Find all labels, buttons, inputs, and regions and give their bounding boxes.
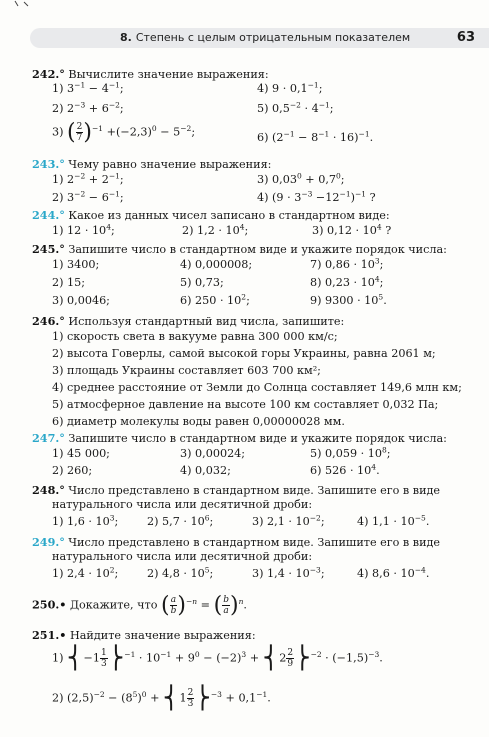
item-249-3: 3) $1,4 \cdot 10^{-3}$; — [252, 565, 325, 580]
problem-250: 250.• Докажите, что ( $\frac{a}{b}$ )$^{-n}$ = ( $\frac{b}{a}$ )$^n$. — [32, 593, 247, 618]
problem-244: 244.° Какое из данных чисел записано в стандартном виде: — [32, 208, 390, 222]
problem-245: 245.° Запишите число в стандартном виде и укажите порядок числа: — [32, 242, 447, 256]
item-242-1: 1) $3^{-1} - 4^{-1}$; — [52, 80, 124, 95]
item-248-3: 3) $2,1 \cdot 10^{-2}$; — [252, 513, 325, 528]
item-243-1: 1) $2^{-2} + 2^{-1}$; — [52, 171, 124, 186]
item-244-3: 3) $0,12 \cdot 10^4$ ? — [312, 222, 392, 237]
item-245-8: 8) $0,23 \cdot 10^4$; — [310, 274, 384, 289]
problem-249-line2: натурального числа или десятичной дроби: — [52, 550, 313, 563]
item-242-6: 6) $(2^{-1} - 8^{-1} \cdot 16)^{-1}$. — [257, 129, 374, 144]
item-247-6: 6) $526 \cdot 10^4$. — [310, 462, 380, 477]
item-242-5: 5) $0,5^{-2} \cdot 4^{-1}$; — [257, 100, 334, 115]
item-248-1: 1) $1,6 \cdot 10^3$; — [52, 513, 119, 528]
problem-246: 246.° Используя стандартный вид числа, запишите: — [32, 314, 345, 328]
item-247-3: 3) 0,00024; — [180, 447, 246, 460]
item-247-5: 5) $0,059 \cdot 10^8$; — [310, 445, 391, 460]
item-247-1: 1) 45 000; — [52, 447, 110, 460]
item-244-1: 1) $12 \cdot 10^4$; — [52, 222, 115, 237]
item-248-2: 2) $5,7 \cdot 10^6$; — [147, 513, 214, 528]
item-249-4: 4) $8,6 \cdot 10^{-4}$. — [357, 565, 430, 580]
item-245-7: 7) $0,86 \cdot 10^3$; — [310, 256, 384, 271]
item-251-1: 1) ⎨−1 $\frac{1}{3}$ ⎬$^{-1}$ · $10^{-1} + 9^0 - (-2)^3$ + ⎨2 $\frac{2}{9}$ ⎬$^{-2}$ · $(-1,5)^{-3}$. — [52, 646, 383, 671]
item-243-4: 4) $(9 \cdot 3^{-3} -12^{-1})^{-1}$ ? — [257, 189, 376, 204]
item-245-9: 9) $9300 \cdot 10^5$. — [310, 292, 387, 307]
item-242-3: 3) ( $\frac{2}{7}$ )$^{-1} +(-2,3)^0 - 5^{-2}$; — [52, 120, 196, 145]
item-249-1: 1) $2,4 \cdot 10^2$; — [52, 565, 119, 580]
problem-243: 243.° Чему равно значение выражения: — [32, 157, 272, 171]
item-247-4: 4) 0,032; — [180, 464, 231, 477]
item-242-2: 2) $2^{-3} + 6^{-2}$; — [52, 100, 124, 115]
item-246-1: 1) скорость света в вакууме равна 300 000 км/с; — [52, 330, 338, 343]
problem-242: 242.° Вычислите значение выражения: — [32, 67, 269, 81]
item-246-3: 3) площадь Украины составляет 603 700 км²; — [52, 364, 321, 377]
problem-248: 248.° Число представлено в стандартном виде. Запишите его в виде — [32, 483, 441, 497]
item-244-2: 2) $1,2 \cdot 10^4$; — [182, 222, 249, 237]
problem-249: 249.° Число представлено в стандартном виде. Запишите его в виде — [32, 535, 441, 549]
problem-248-line2: натурального числа или десятичной дроби: — [52, 498, 313, 511]
item-246-6: 6) диаметр молекулы воды равен 0,00000028 мм. — [52, 415, 345, 428]
item-245-5: 5) 0,73; — [180, 276, 224, 289]
problem-251: 251.• Найдите значение выражения: — [32, 628, 256, 642]
page-number: 63 — [456, 30, 475, 45]
item-245-3: 3) 0,0046; — [52, 294, 110, 307]
item-245-1: 1) 3400; — [52, 258, 100, 271]
item-243-3: 3) $0,03^0 + 0,7^0$; — [257, 171, 345, 186]
corner-mark-icon — [14, 0, 34, 8]
item-245-2: 2) 15; — [52, 276, 86, 289]
item-249-2: 2) $4,8 \cdot 10^5$; — [147, 565, 214, 580]
problem-247: 247.° Запишите число в стандартном виде и укажите порядок числа: — [32, 431, 447, 445]
item-243-2: 2) $3^{-2} - 6^{-1}$; — [52, 189, 124, 204]
item-246-5: 5) атмосферное давление на высоте 100 км составляет 0,032 Па; — [52, 398, 439, 411]
item-247-2: 2) 260; — [52, 464, 93, 477]
item-242-4: 4) $9 \cdot 0,1^{-1}$; — [257, 80, 323, 95]
page-header — [0, 0, 489, 50]
item-251-2: 2) $(2,5)^{-2} - (8^5)^0$ + ⎨1 $\frac{2}{3}$ ⎬$^{-3}$ + $0,1^{-1}$. — [52, 686, 271, 711]
chapter-title: 8. Степень с целым отрицательным показателем — [120, 31, 411, 44]
item-245-4: 4) 0,000008; — [180, 258, 253, 271]
item-246-4: 4) среднее расстояние от Земли до Солнца составляет 149,6 млн км; — [52, 381, 462, 394]
item-245-6: 6) $250 \cdot 10^2$; — [180, 292, 250, 307]
item-248-4: 4) $1,1 \cdot 10^{-5}$. — [357, 513, 430, 528]
item-246-2: 2) высота Говерлы, самой высокой горы Украины, равна 2061 м; — [52, 347, 436, 360]
